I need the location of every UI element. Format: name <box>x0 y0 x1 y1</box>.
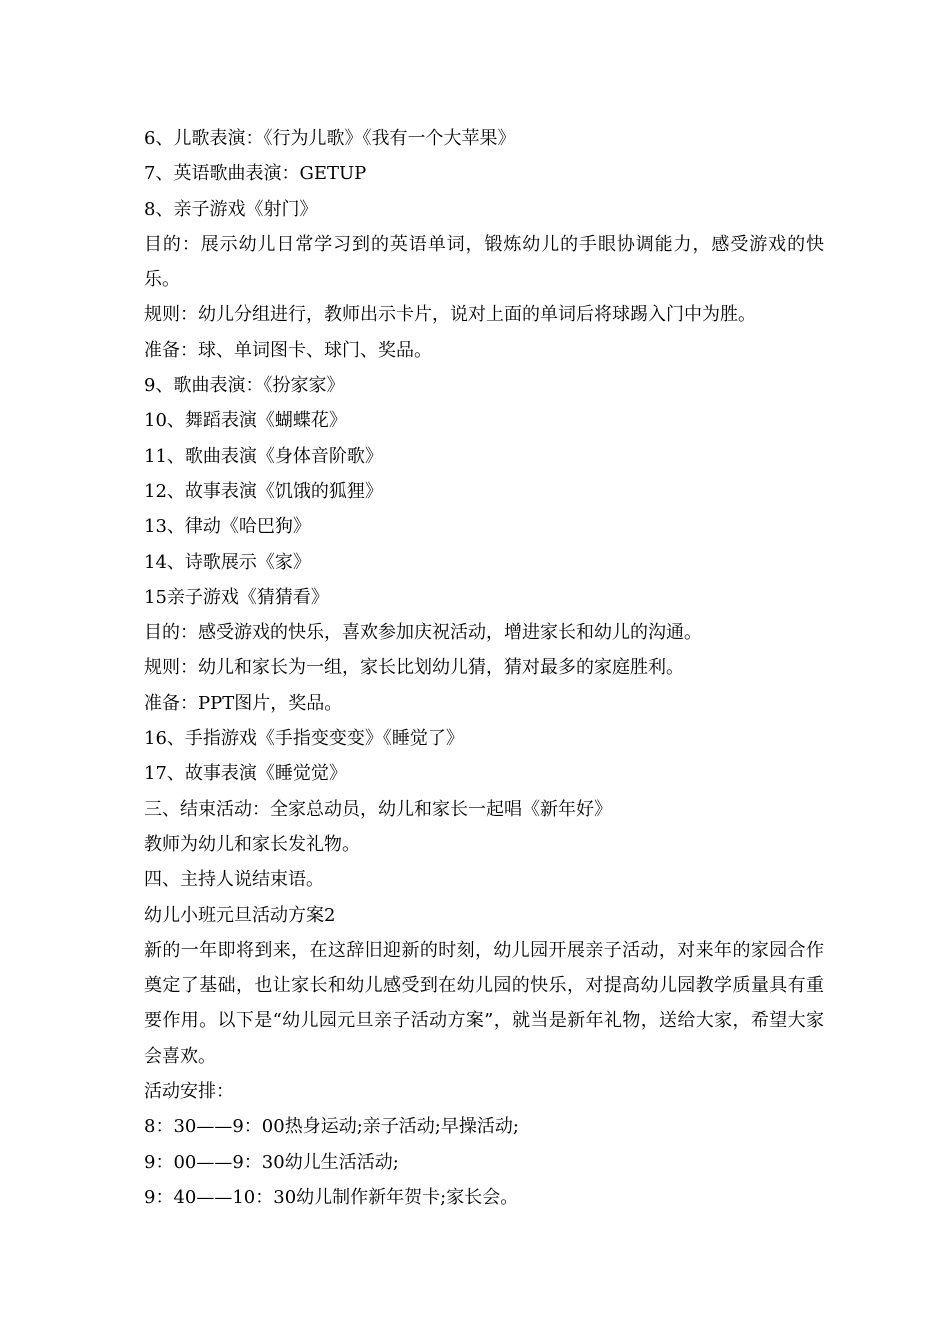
text-paragraph: 新的一年即将到来，在这辞旧迎新的时刻，幼儿园开展亲子活动，对来年的家园合作奠定了基础，也让家长和幼儿感受到在幼儿园的快乐，对提高幼儿园教学质量具有重要作用。以下是“幼儿园元旦亲子活动方案”，就当是新年礼物，送给大家，希望大家会喜欢。 <box>144 939 824 1067</box>
text-line: 规则：幼儿分组进行，教师出示卡片，说对上面的单词后将球踢入门中为胜。 <box>144 304 756 326</box>
text-line: 四、主持人说结束语。 <box>144 869 324 891</box>
text-line: 13、律动《哈巴狗》 <box>144 516 311 538</box>
text-line: 9：00——9：30幼儿生活活动; <box>144 1151 399 1173</box>
text-line: 11、歌曲表演《身体音阶歌》 <box>144 445 383 467</box>
text-line: 8：30——9：00热身运动;亲子活动;早操活动; <box>144 1116 519 1138</box>
text-line: 16、手指游戏《手指变变变》《睡觉了》 <box>144 728 464 750</box>
text-line: 9、歌曲表演：《扮家家》 <box>144 375 345 397</box>
text-line: 6、儿歌表演：《行为儿歌》《我有一个大苹果》 <box>144 128 516 149</box>
text-line: 教师为幼儿和家长发礼物。 <box>144 833 360 855</box>
section-title: 幼儿小班元旦活动方案2 <box>144 904 336 926</box>
text-line: 12、故事表演《饥饿的狐狸》 <box>144 480 383 502</box>
text-line: 9：40——10：30幼儿制作新年贺卡;家长会。 <box>144 1186 519 1208</box>
text-line: 准备：PPT图片，奖品。 <box>144 692 343 714</box>
text-line: 活动安排： <box>144 1081 234 1103</box>
text-line: 17、故事表演《睡觉觉》 <box>144 763 347 785</box>
text-paragraph: 目的：展示幼儿日常学习到的英语单词，锻炼幼儿的手眼协调能力，感受游戏的快乐。 <box>144 233 824 291</box>
text-line: 8、亲子游戏《射门》 <box>144 198 318 220</box>
text-line: 15亲子游戏《猜猜看》 <box>144 586 329 608</box>
document-page <box>144 121 824 1215</box>
text-line: 7、英语歌曲表演：GETUP <box>144 163 367 185</box>
text-line: 规则：幼儿和家长为一组，家长比划幼儿猜，猜对最多的家庭胜利。 <box>144 657 684 679</box>
text-line: 三、结束活动：全家总动员，幼儿和家长一起唱《新年好》 <box>144 798 612 820</box>
text-line: 准备：球、单词图卡、球门、奖品。 <box>144 339 432 361</box>
text-line: 14、诗歌展示《家》 <box>144 551 311 573</box>
text-line: 目的：感受游戏的快乐，喜欢参加庆祝活动，增进家长和幼儿的沟通。 <box>144 622 702 644</box>
text-line: 10、舞蹈表演《蝴蝶花》 <box>144 410 347 432</box>
